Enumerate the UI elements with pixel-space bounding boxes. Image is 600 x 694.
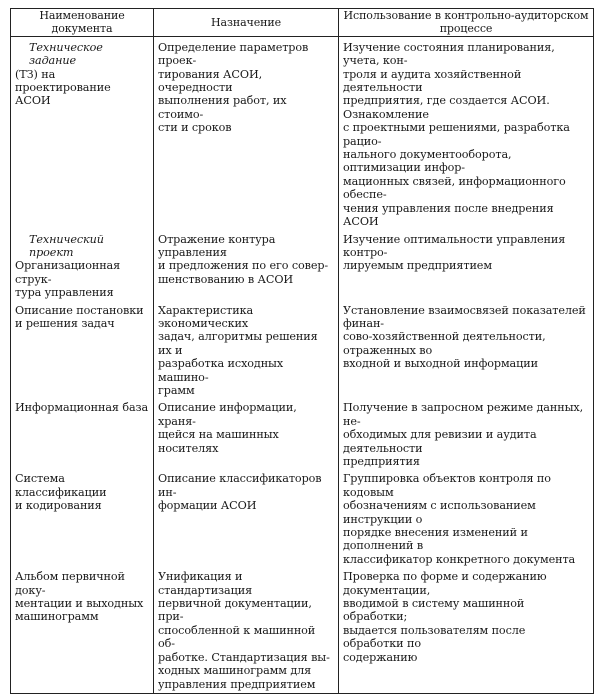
document-name-cell: Описание постановки и решения задач — [11, 300, 154, 398]
table-row — [11, 229, 594, 300]
table-row — [11, 566, 594, 693]
purpose-cell: Описание классификаторов ин- формации АСОИ — [154, 468, 339, 566]
purpose-cell: Описание информации, храня- щейся на машинных носителях — [154, 397, 339, 468]
purpose-cell: Определение параметров проек- тирования АСОИ, очередности выполнения работ, их стоимо- сти и сроков — [154, 36, 339, 228]
document-name-cell: Альбом первичной доку- ментации и выходных машинограмм — [11, 566, 154, 693]
table-row — [11, 300, 594, 398]
table-row — [11, 36, 594, 228]
section-title: Технический проект — [29, 232, 104, 259]
table-row — [11, 397, 594, 468]
header-purpose: Назначение — [154, 9, 339, 37]
header-row — [11, 9, 594, 37]
document-name-cell: Информационная база — [11, 397, 154, 468]
header-usage: Использование в контрольно-аудиторском процессе — [339, 9, 594, 37]
document-name: Организационная струк- тура управления — [15, 259, 121, 300]
document-table — [10, 8, 594, 694]
usage-cell: Изучение оптимальности управления контро- лируемым предприятием — [339, 229, 594, 300]
usage-cell: Группировка объектов контроля по кодовым обозначениям с использованием инструкции о порядке внесения изменений и дополнений в классификатор конкретного документа — [339, 468, 594, 566]
document-name: (ТЗ) на проектирование АСОИ — [15, 67, 111, 108]
purpose-cell: Унификация и стандартизация первичной документации, при- способленной к машинной об- работке. Стандартизация вы- ходных машинограмм для управления предприятием — [154, 566, 339, 693]
usage-cell: Изучение состояния планирования, учета, кон- троля и аудита хозяйственной деятельности предприятия, где создается АСОИ. Ознакомление с проектными решениями, разработка рацио- нального документооборота, оптимизации инфор- мационных связей, информационного обеспе- чения управления после внедрения АСОИ — [339, 36, 594, 228]
header-document-name: Наименование документа — [11, 9, 154, 37]
purpose-cell: Отражение контура управления и предложения по его совер- шенствованию в АСОИ — [154, 229, 339, 300]
document-name-cell: Система классификации и кодирования — [11, 468, 154, 566]
section-title: Техническое задание — [29, 40, 103, 68]
document-name-cell — [11, 229, 154, 300]
table-row — [11, 468, 594, 566]
usage-cell: Установление взаимосвязей показателей финан- сово-хозяйственной деятельности, отраженных во входной и выходной информации — [339, 300, 594, 398]
document-name-cell — [11, 36, 154, 228]
usage-cell: Проверка по форме и содержанию документации, вводимой в систему машинной обработки; выдается пользователям после обработки по содержанию — [339, 566, 594, 693]
usage-cell: Получение в запросном режиме данных, не- обходимых для ревизии и аудита деятельности предприятия — [339, 397, 594, 468]
purpose-cell: Характеристика экономических задач, алгоритмы решения их и разработка исходных машино- грамм — [154, 300, 339, 398]
